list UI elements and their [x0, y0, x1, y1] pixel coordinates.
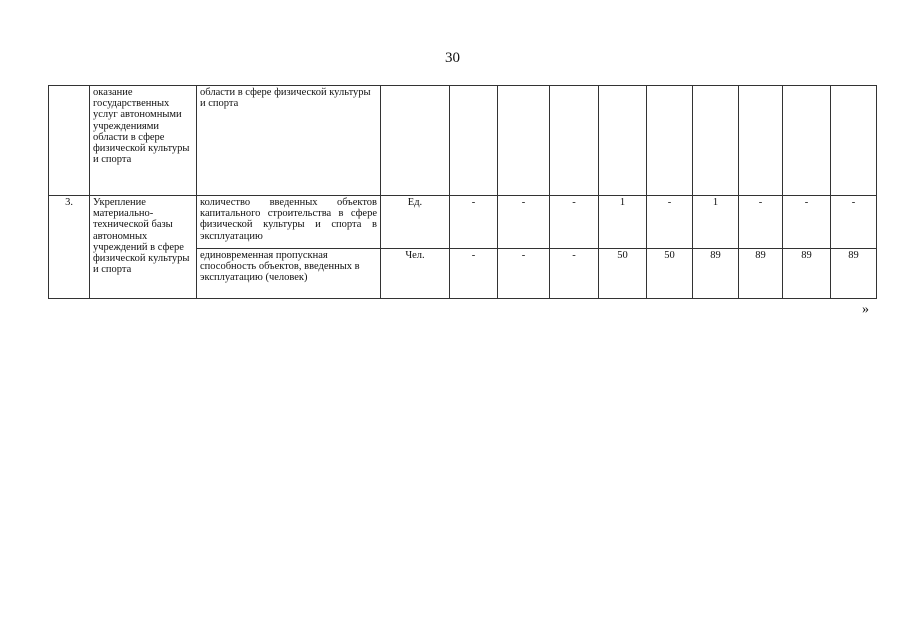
- row-number: 3.: [49, 196, 90, 299]
- value-cell: 1: [693, 196, 739, 249]
- value-cell: [693, 86, 739, 196]
- indicator-text: количество введенных объектов капитального строительства в сфере физической культуры и спорта в эксплуатацию: [197, 196, 381, 249]
- unit-cell: Чел.: [381, 249, 450, 299]
- closing-quote: »: [862, 302, 869, 317]
- value-cell: -: [550, 249, 599, 299]
- table-row: [49, 86, 877, 196]
- unit-cell: Ед.: [381, 196, 450, 249]
- value-cell: [450, 86, 498, 196]
- unit-cell: [381, 86, 450, 196]
- value-cell: [550, 86, 599, 196]
- indicator-text: области в сфере физической культуры и спорта: [197, 86, 381, 196]
- value-cell: 89: [831, 249, 877, 299]
- page-number: 30: [445, 50, 460, 66]
- value-cell: 89: [783, 249, 831, 299]
- value-cell: [498, 86, 550, 196]
- activity-name: оказание государственных услуг автономными учреждениями области в сфере физической культуры и спорта: [90, 86, 197, 196]
- value-cell: [783, 86, 831, 196]
- program-table: [48, 85, 877, 299]
- value-cell: -: [550, 196, 599, 249]
- value-cell: -: [498, 196, 550, 249]
- value-cell: 89: [693, 249, 739, 299]
- value-cell: [647, 86, 693, 196]
- value-cell: -: [739, 196, 783, 249]
- value-cell: -: [831, 196, 877, 249]
- value-cell: -: [498, 249, 550, 299]
- value-cell: 50: [599, 249, 647, 299]
- value-cell: [739, 86, 783, 196]
- table-row: [49, 196, 877, 249]
- value-cell: -: [450, 249, 498, 299]
- indicator-text: единовременная пропускная способность объектов, введенных в эксплуатацию (человек): [197, 249, 381, 299]
- value-cell: -: [647, 196, 693, 249]
- value-cell: -: [783, 196, 831, 249]
- value-cell: 50: [647, 249, 693, 299]
- activity-name: Укрепление материально-технической базы автономных учреждений в сфере физической культуры и спорта: [90, 196, 197, 299]
- row-number: [49, 86, 90, 196]
- value-cell: [599, 86, 647, 196]
- value-cell: 1: [599, 196, 647, 249]
- value-cell: [831, 86, 877, 196]
- value-cell: -: [450, 196, 498, 249]
- value-cell: 89: [739, 249, 783, 299]
